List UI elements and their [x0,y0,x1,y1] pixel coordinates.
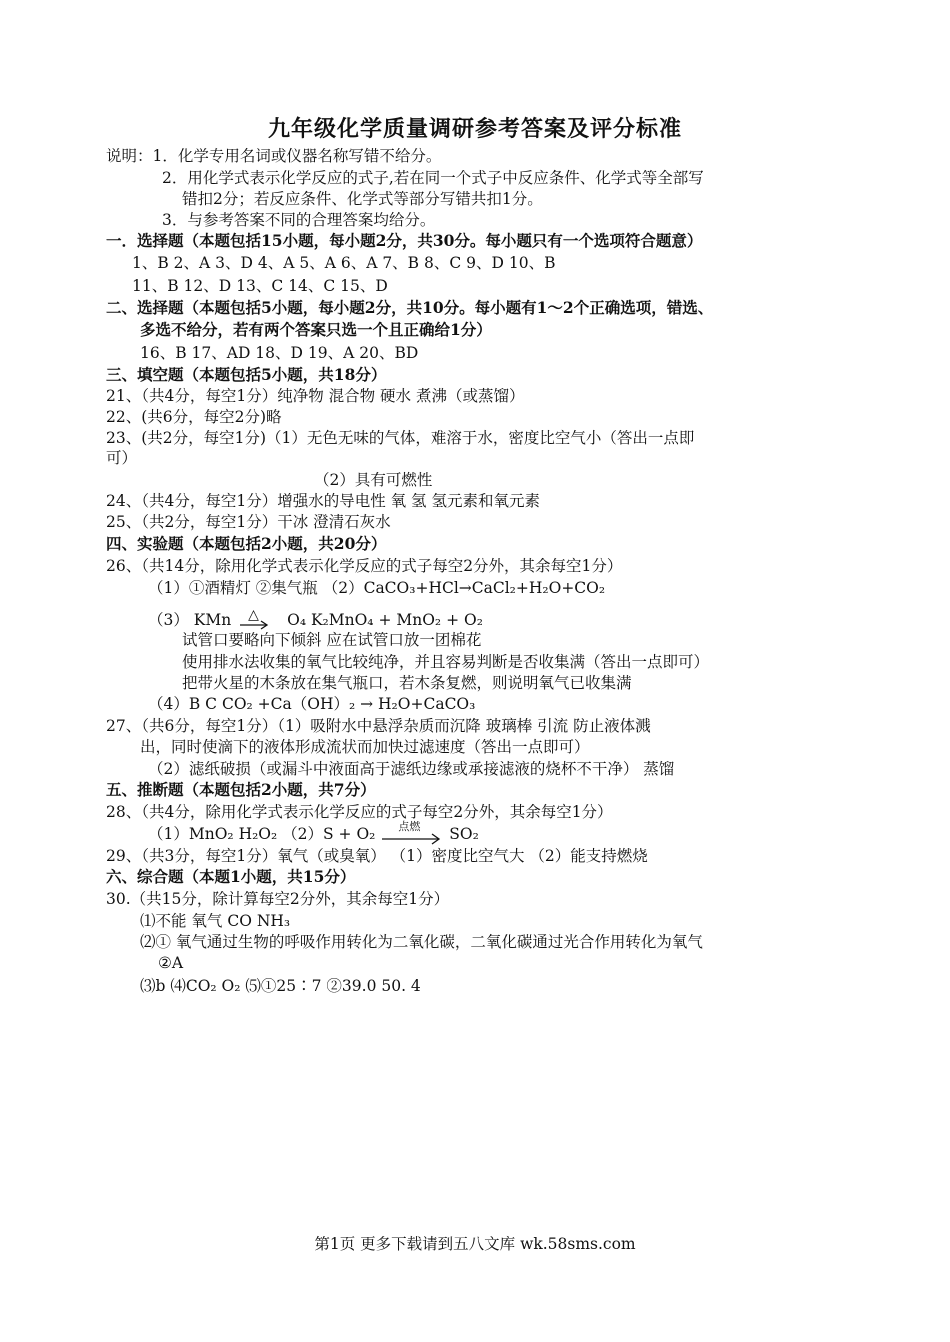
answer-30-1: ⑴不能 氧气 CO NH₃ [140,912,291,930]
answer-26-3-equation [148,607,483,631]
note-1: 说明：1．化学专用名词或仪器名称写错不给分。 [106,147,442,165]
answer-25: 25、（共2分，每空1分）干冰 澄清石灰水 [106,513,391,531]
ignite-condition-label: 点燃 [398,820,421,833]
note-3: 3．与参考答案不同的合理答案均给分。 [162,211,436,229]
section-1-answers-row2: 11、B 12、D 13、C 14、C 15、D [132,277,388,295]
answer-23a: 23、(共2分，每空1分)（1）无色无味的气体，难溶于水，密度比空气小（答出一点即 [106,429,695,447]
ignite-condition-arrow [380,820,444,845]
answer-26-4: （4）B C CO₂ +Ca（OH）₂ → H₂O+CaCO₃ [148,695,476,713]
answer-26-3d: 使用排水法收集的氧气比较纯净，并且容易判断是否收集满（答出一点即可） [182,653,710,671]
equation-products: O₄ K₂MnO₄ + MnO₂ + O₂ [287,611,483,629]
section-1-heading: 一．选择题（本题包括15小题，每小题2分，共30分。每小题只有一个选项符合题意） [106,231,703,250]
section-2-answers: 16、B 17、AD 18、D 19、A 20、BD [140,344,419,362]
equation-28-product: SO₂ [449,825,479,843]
answer-29: 29、（共3分，每空1分）氧气（或臭氧） （1）密度比空气大 （2）能支持燃烧 [106,847,648,865]
section-4-heading: 四、实验题（本题包括2小题，共20分） [106,534,387,553]
answer-26-1: （1）①酒精灯 ②集气瓶 （2）CaCO₃+HCl→CaCl₂+H₂O+CO₂ [148,579,606,597]
answer-22: 22、(共6分，每空2分)略 [106,408,282,426]
section-3-heading: 三、填空题（本题包括5小题，共18分） [106,365,387,384]
answer-28-equation [148,820,479,845]
answer-26-3c: 试管口要略向下倾斜 应在试管口放一团棉花 [182,631,482,649]
answer-26: 26、（共14分，除用化学式表示化学反应的式子每空2分外，其余每空1分） [106,557,623,575]
answer-24: 24、（共4分，每空1分）增强水的导电性 氧 氢 氢元素和氧元素 [106,492,540,510]
section-2-heading-2: 多选不给分，若有两个答案只选一个且正确给1分） [140,320,492,339]
note-2b: 错扣2分；若反应条件、化学式等部分写错共扣1分。 [182,190,543,208]
answer-30-2b: ②A [158,954,184,972]
answer-23b: 可） [106,449,138,467]
answer-26-3e: 把带火星的木条放在集气瓶口，若木条复燃，则说明氧气已收集满 [182,674,632,692]
answer-27c: （2）滤纸破损（或漏斗中液面高于滤纸边缘或承接滤液的烧杯不干净） 蒸馏 [148,760,675,778]
page-title: 九年级化学质量调研参考答案及评分标准 [267,116,682,142]
answer-30-3: ⑶b ⑷CO₂ O₂ ⑸①25∶7 ②39.0 50. 4 [140,977,421,995]
section-1-answers-row1: 1、B 2、A 3、D 4、A 5、A 6、A 7、B 8、C 9、D 10、B [132,254,556,272]
section-5-heading: 五、推断题（本题包括2小题，共7分） [106,780,376,799]
answer-21: 21、（共4分，每空1分）纯净物 混合物 硬水 煮沸（或蒸馏） [106,387,525,405]
answer-27a: 27、（共6分，每空1分）（1）吸附水中悬浮杂质而沉降 玻璃棒 引流 防止液体溅 [106,717,651,735]
reaction-arrow-icon-2 [380,827,444,847]
section-6-heading: 六、综合题（本题1小题，共15分） [106,867,356,886]
answer-28: 28、（共4分，除用化学式表示化学反应的式子每空2分外，其余每空1分） [106,803,613,821]
equation-28-reactants: （1）MnO₂ H₂O₂ （2）S + O₂ [148,825,376,843]
page-footer: 第1页 更多下载请到五八文库 wk.58sms.com [314,1235,636,1253]
answer-27b: 出，同时使滴下的液体形成流状而加快过滤速度（答出一点即可） [140,738,590,756]
section-2-heading-1: 二、选择题（本题包括5小题，每小题2分，共10分。每小题有1～2个正确选项，错选、 [106,298,714,317]
answer-23c: （2）具有可燃性 [314,471,433,489]
answer-30-2: ⑵① 氧气通过生物的呼吸作用转化为二氧化碳，二氧化碳通过光合作用转化为氧气 [140,933,703,951]
note-2a: 2．用化学式表示化学反应的式子,若在同一个式子中反应条件、化学式等全部写 [162,169,704,187]
heat-condition-arrow [236,607,282,631]
heat-symbol-icon: △ [248,607,259,623]
answer-30: 30.（共15分，除计算每空2分外，其余每空1分） [106,890,450,908]
equation-reactant: （3） KMn [148,611,232,629]
